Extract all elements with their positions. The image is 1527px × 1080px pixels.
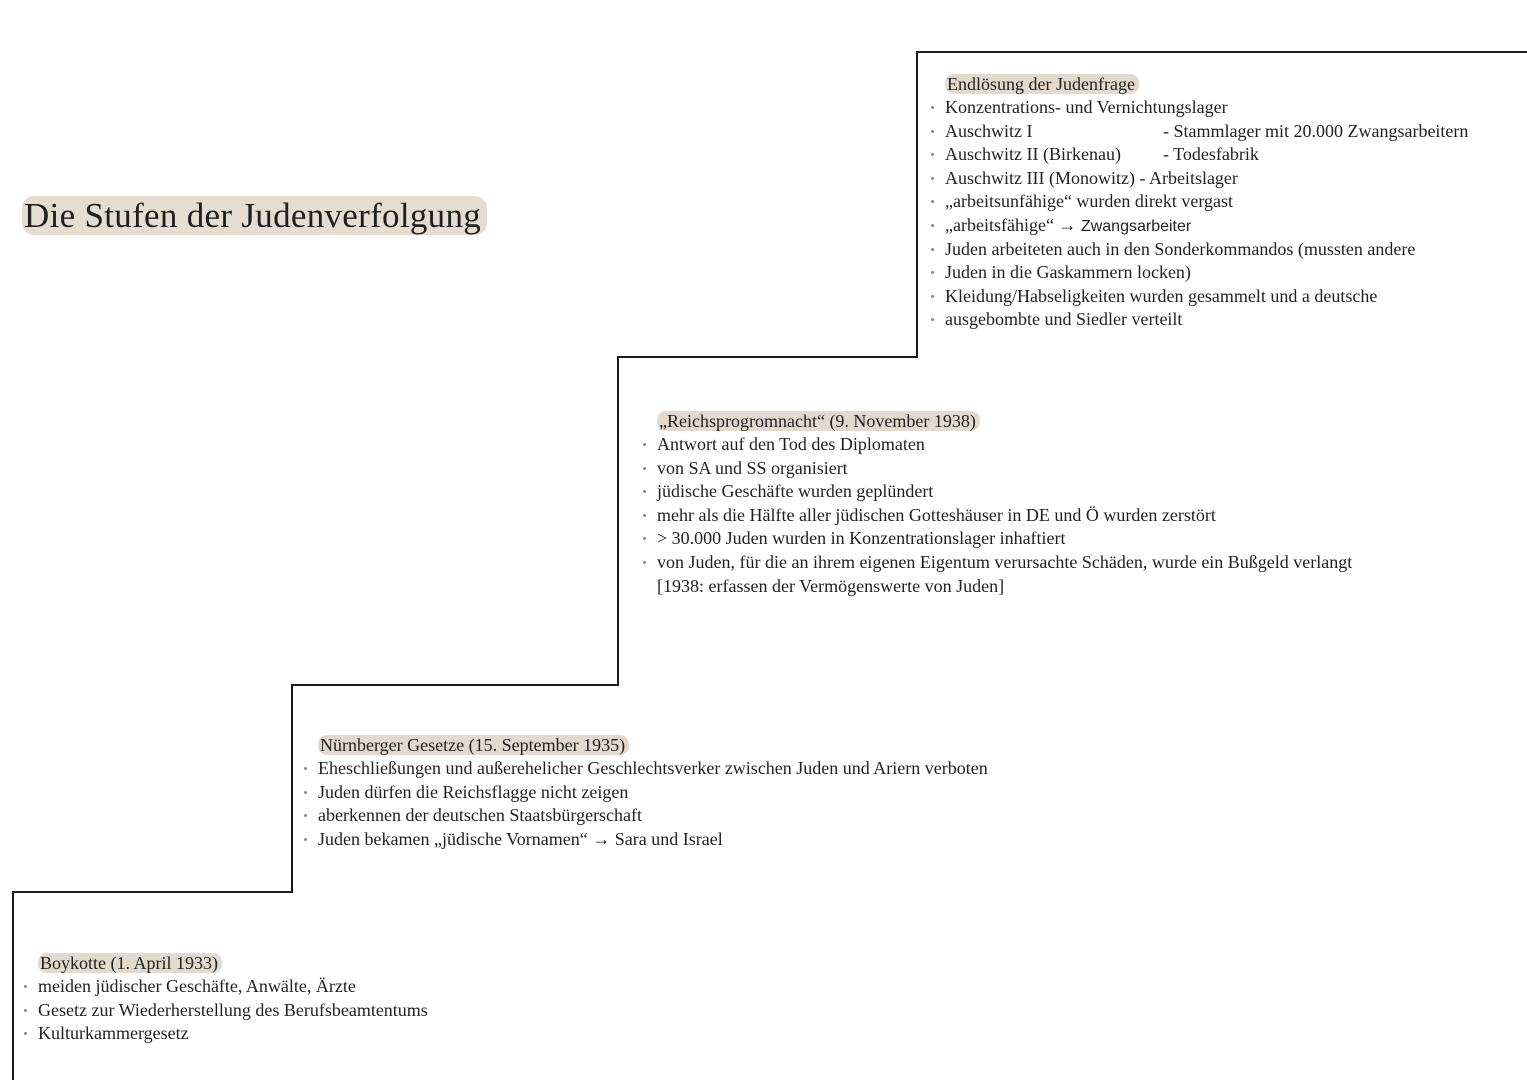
step-heading (318, 733, 988, 757)
step-list (657, 433, 1352, 598)
list-item (657, 433, 1352, 457)
step-nuernberger-gesetze (318, 733, 988, 851)
bullet-icon (24, 985, 27, 988)
list-item (318, 804, 988, 828)
list-item (38, 1022, 428, 1046)
step-list (945, 96, 1469, 332)
list-item-text: Juden arbeiteten auch in den Sonderkommandos (mussten andere (945, 238, 1416, 259)
list-item (38, 999, 428, 1023)
camp-note: - Todesfabrik (1163, 144, 1259, 165)
bullet-icon (931, 248, 934, 251)
list-item-text: mehr als die Hälfte aller jüdischen Gotteshäuser in DE und Ö wurden zerstört (657, 504, 1216, 525)
list-item (945, 120, 1469, 144)
step-list (38, 975, 428, 1046)
step-heading-date: (1. April 1933) (106, 953, 218, 973)
list-item-text: Kleidung/Habseligkeiten wurden gesammelt und a deutsche (945, 285, 1378, 306)
list-item (945, 285, 1415, 309)
list-item-text: > 30.000 Juden wurden in Konzentrationslager inhaftiert (657, 528, 1066, 549)
camp-note: - Arbeitslager (1139, 167, 1238, 188)
list-item-text: jüdische Geschäfte wurden geplündert (657, 481, 934, 502)
bullet-icon (304, 791, 307, 794)
page-title-text: Die Stufen der Judenverfolgung (22, 196, 487, 235)
list-item-text: Juden bekamen „jüdische Vornamen“ → Sara und Israel (318, 828, 723, 849)
list-item-text: aberkennen der deutschen Staatsbürgerschaft (318, 805, 643, 826)
step-heading-title: Endlösung der Judenfrage (945, 74, 1139, 94)
bullet-icon (24, 1009, 27, 1012)
list-item (945, 261, 1415, 285)
bullet-icon (931, 106, 934, 109)
list-item-text: Juden in die Gaskammern locken) (945, 262, 1191, 283)
list-item-text: ausgebombte und Siedler verteilt (945, 309, 1183, 330)
list-item-text: Konzentrations- und Vernichtungslager (945, 97, 1228, 117)
list-item (318, 781, 988, 805)
camp-note: - Stammlager mit 20.000 Zwangsarbeitern (1163, 120, 1469, 141)
zwangsarbeiter-label: Zwangsarbeiter (1080, 217, 1192, 235)
list-item (657, 457, 1352, 481)
step-endloesung (945, 72, 1469, 332)
list-item (657, 527, 1352, 551)
list-item (945, 308, 1415, 332)
list-item (318, 828, 988, 852)
list-item (657, 551, 1352, 575)
bullet-icon (931, 177, 934, 180)
list-item-text: Kulturkammergesetz (38, 1023, 189, 1044)
list-item-text: [1938: erfassen der Vermögenswerte von Juden] (657, 575, 1005, 596)
bullet-icon (931, 295, 934, 298)
list-item (657, 480, 1352, 504)
page-title (22, 193, 487, 239)
list-item (945, 96, 1415, 120)
list-item (318, 757, 988, 781)
list-item-text: von SA und SS organisiert (657, 457, 848, 478)
list-item-text: „arbeitsunfähige“ wurden direkt vergast (945, 191, 1234, 212)
bullet-icon (643, 467, 646, 470)
step-heading (38, 951, 428, 975)
bullet-icon (643, 561, 646, 564)
bullet-icon (931, 224, 934, 227)
list-item (945, 143, 1415, 167)
list-item (945, 238, 1415, 262)
list-item-text: Auschwitz I (945, 120, 1033, 141)
step-heading (945, 72, 1415, 96)
step-heading-title: Boykotte (40, 953, 106, 973)
step-heading (657, 409, 1352, 433)
list-item-text: Juden dürfen die Reichsflagge nicht zeigen (318, 781, 629, 802)
list-item-text: meiden jüdischer Geschäfte, Anwälte, Ärzte (38, 976, 356, 996)
list-item (38, 975, 428, 999)
bullet-icon (304, 838, 307, 841)
step-heading-highlight (38, 953, 222, 973)
bullet-icon (643, 514, 646, 517)
step-list (318, 757, 988, 851)
list-item (657, 575, 1352, 599)
list-item-text: „arbeitsfähige“ → (945, 214, 1081, 235)
list-item (945, 167, 1415, 191)
bullet-icon (931, 130, 934, 133)
list-item (945, 190, 1415, 214)
list-item-text: Antwort auf den Tod des Diplomaten (657, 434, 925, 454)
list-item-text: Auschwitz III (Monowitz) (945, 167, 1135, 188)
bullet-icon (643, 443, 646, 446)
bullet-icon (304, 767, 307, 770)
list-item-text: Auschwitz II (Birkenau) (945, 144, 1121, 165)
list-item-text: Gesetz zur Wiederherstellung des Berufsbeamtentums (38, 999, 428, 1020)
list-item-text: Eheschließungen und außerehelicher Geschlechtsverker zwischen Juden und Ariern verboten (318, 758, 988, 778)
step-boykotte (38, 951, 428, 1046)
step-heading-title: Nürnberger Gesetze (15. September 1935) (318, 735, 629, 755)
step-reichsprogromnacht (657, 409, 1352, 598)
step-heading-title: „Reichsprogromnacht“ (9. November 1938) (657, 411, 980, 431)
list-item-text: von Juden, für die an ihrem eigenen Eigentum verursachte Schäden, wurde ein Bußgeld verlangt (657, 551, 1353, 572)
list-item (945, 214, 1415, 238)
list-item (657, 504, 1352, 528)
